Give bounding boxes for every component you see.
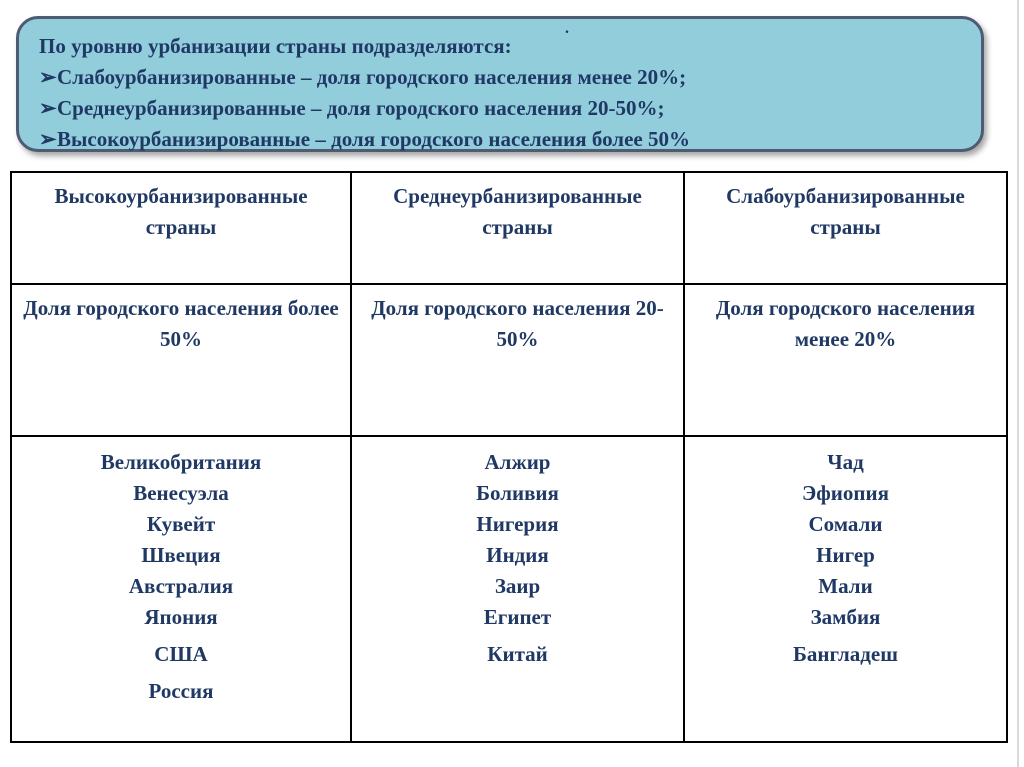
country-item: США — [154, 642, 208, 666]
arrow-bullet-icon: ➢ — [39, 96, 57, 120]
callout-item-text: Слабоурбанизированные – доля городского населения менее 20%; — [57, 65, 687, 89]
country-item: Алжир — [484, 450, 551, 474]
country-item: Заир — [494, 574, 541, 598]
table-share-row — [11, 284, 1007, 436]
callout-item-low — [39, 62, 981, 93]
callout-item-text: Высокоурбанизированные – доля городского населения более 50% — [57, 127, 690, 151]
header-cell-low: Слабоурбанизированные страны — [684, 172, 1007, 284]
callout-dot: . — [565, 20, 569, 37]
country-item: Япония — [144, 605, 218, 629]
share-cell-low: Доля городского населения менее 20% — [684, 284, 1007, 436]
country-item: Мали — [818, 574, 873, 598]
arrow-bullet-icon: ➢ — [39, 65, 57, 89]
urbanization-definition-callout — [16, 16, 984, 152]
countries-cell-high — [11, 436, 351, 742]
arrow-bullet-icon: ➢ — [39, 127, 57, 151]
countries-cell-low — [684, 436, 1007, 742]
country-item: Нигерия — [476, 512, 559, 536]
country-item: Эфиопия — [802, 481, 889, 505]
table-header-row — [11, 172, 1007, 284]
country-item: Египет — [483, 605, 552, 629]
country-item: Венесуэла — [133, 481, 229, 505]
table-countries-row — [11, 436, 1007, 742]
callout-item-medium — [39, 93, 981, 124]
country-item: Кувейт — [146, 512, 216, 536]
country-item: Сомали — [808, 512, 883, 536]
country-item: Австралия — [128, 574, 234, 598]
share-cell-high: Доля городского населения более 50% — [11, 284, 351, 436]
country-item: Швеция — [141, 543, 221, 567]
callout-item-high — [39, 124, 981, 155]
callout-heading: По уровню урбанизации страны подразделяются: — [39, 34, 512, 58]
country-item: Боливия — [476, 481, 559, 505]
countries-cell-medium — [351, 436, 684, 742]
header-cell-high: Высокоурбанизированные страны — [11, 172, 351, 284]
urbanization-table — [10, 171, 1008, 743]
country-item: Замбия — [810, 605, 881, 629]
country-item: Индия — [486, 543, 549, 567]
header-cell-medium: Среднеурбанизированные страны — [351, 172, 684, 284]
country-item: Чад — [827, 450, 864, 474]
country-item: Бангладеш — [793, 642, 898, 666]
country-item: Великобритания — [100, 450, 262, 474]
country-item: Россия — [148, 679, 214, 703]
country-item: Китай — [487, 642, 548, 666]
country-item: Нигер — [816, 543, 875, 567]
slide-edge-divider — [1017, 0, 1019, 767]
callout-item-text: Среднеурбанизированные – доля городского населения 20-50%; — [57, 96, 665, 120]
share-cell-medium: Доля городского населения 20-50% — [351, 284, 684, 436]
